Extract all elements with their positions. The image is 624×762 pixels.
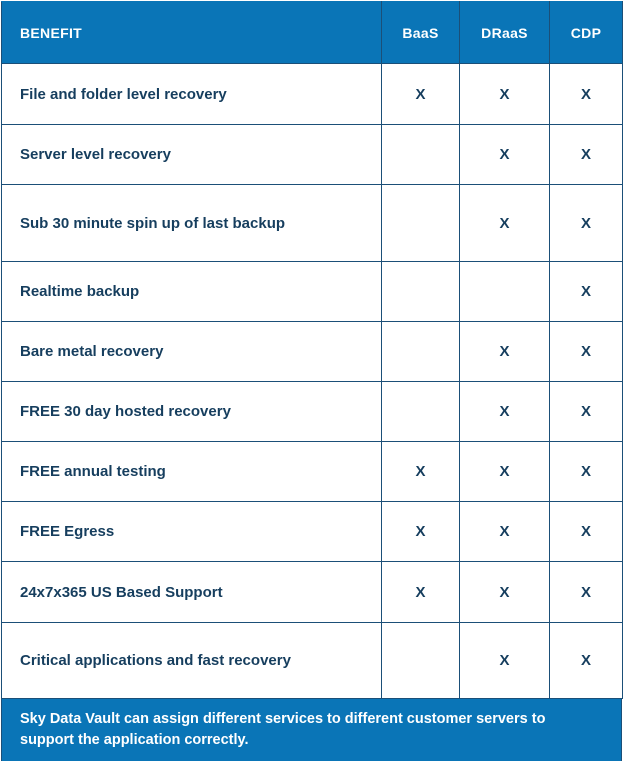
row-label: Sub 30 minute spin up of last backup: [2, 185, 382, 262]
table-body: [2, 64, 623, 699]
row-label: Server level recovery: [2, 125, 382, 185]
draas-mark: X: [460, 125, 550, 185]
table-row: [2, 185, 623, 262]
table-row: [2, 64, 623, 125]
table-row: [2, 562, 623, 623]
baas-mark: X: [382, 64, 460, 125]
draas-mark: X: [460, 322, 550, 382]
row-label: Bare metal recovery: [2, 322, 382, 382]
cdp-mark: X: [550, 382, 623, 442]
draas-mark: X: [460, 623, 550, 699]
cdp-mark: X: [550, 64, 623, 125]
row-label: FREE annual testing: [2, 442, 382, 502]
draas-mark: X: [460, 185, 550, 262]
cdp-mark: X: [550, 502, 623, 562]
baas-mark: X: [382, 502, 460, 562]
row-label: FREE Egress: [2, 502, 382, 562]
baas-mark: X: [382, 442, 460, 502]
header-draas: DRaaS: [460, 2, 550, 64]
header-benefit: BENEFIT: [2, 2, 382, 64]
draas-mark: X: [460, 382, 550, 442]
footer-note: Sky Data Vault can assign different services to different customer servers to support the application correctly.: [1, 699, 622, 761]
cdp-mark: X: [550, 322, 623, 382]
baas-mark: [382, 262, 460, 322]
row-label: File and folder level recovery: [2, 64, 382, 125]
row-label: 24x7x365 US Based Support: [2, 562, 382, 623]
cdp-mark: X: [550, 442, 623, 502]
table-row: [2, 442, 623, 502]
draas-mark: [460, 262, 550, 322]
table-header: [2, 2, 623, 64]
draas-mark: X: [460, 502, 550, 562]
draas-mark: X: [460, 64, 550, 125]
header-cdp: CDP: [550, 2, 623, 64]
table-row: [2, 382, 623, 442]
table-row: [2, 623, 623, 699]
cdp-mark: X: [550, 125, 623, 185]
row-label: FREE 30 day hosted recovery: [2, 382, 382, 442]
header-baas: BaaS: [382, 2, 460, 64]
header-row: [2, 2, 623, 64]
baas-mark: [382, 382, 460, 442]
cdp-mark: X: [550, 562, 623, 623]
row-label: Realtime backup: [2, 262, 382, 322]
comparison-table-wrapper: [1, 1, 622, 761]
cdp-mark: X: [550, 623, 623, 699]
draas-mark: X: [460, 562, 550, 623]
baas-mark: [382, 185, 460, 262]
cdp-mark: X: [550, 185, 623, 262]
table-row: [2, 502, 623, 562]
table-row: [2, 262, 623, 322]
cdp-mark: X: [550, 262, 623, 322]
draas-mark: X: [460, 442, 550, 502]
benefit-comparison-table: [1, 1, 623, 699]
baas-mark: X: [382, 562, 460, 623]
baas-mark: [382, 125, 460, 185]
table-row: [2, 125, 623, 185]
table-row: [2, 322, 623, 382]
row-label: Critical applications and fast recovery: [2, 623, 382, 699]
baas-mark: [382, 623, 460, 699]
baas-mark: [382, 322, 460, 382]
